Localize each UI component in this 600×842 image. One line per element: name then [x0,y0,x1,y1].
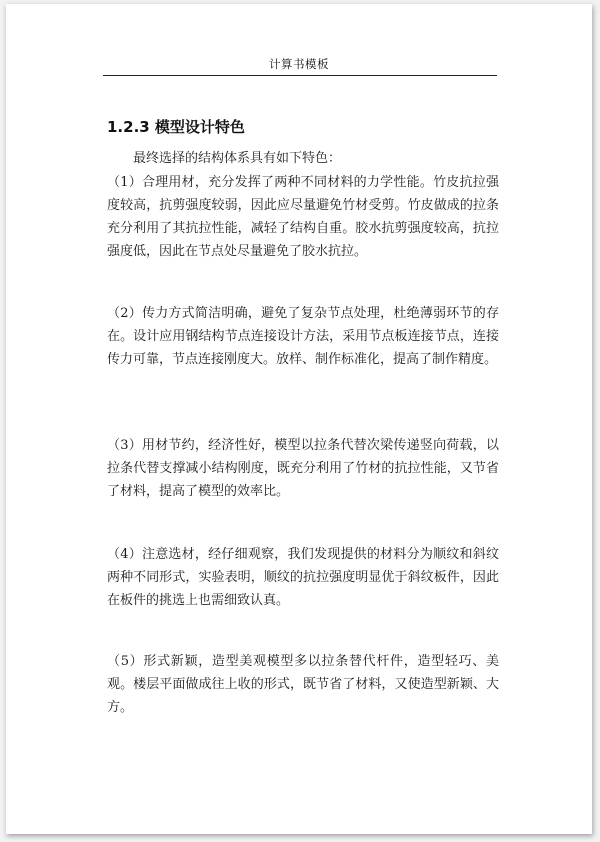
header-divider [103,75,497,76]
feature-paragraph-2: （2）传力方式简洁明确，避免了复杂节点处理，杜绝薄弱环节的存在。设计应用钢结构节点连接设计方法，采用节点板连接节点，连接传力可靠，节点连接刚度大。放样、制作标准化，提高了制作精度。 [107,306,499,367]
feature-paragraph-4: （4）注意选材，经仔细观察，我们发现提供的材料分为顺纹和斜纹两种不同形式，实验表明，顺纹的抗拉强度明显优于斜纹板件，因此在板件的挑选上也需细致认真。 [107,547,499,608]
page-header-title: 计算书模板 [269,57,329,71]
intro-paragraph: 最终选择的结构体系具有如下特色： [133,151,342,166]
section-heading: 1.2.3 模型设计特色 [107,118,245,136]
feature-paragraph-3: （3）用材节约，经济性好，模型以拉条代替次梁传递竖向荷载，以拉条代替支撑减小结构刚度，既充分利用了竹材的抗拉性能，又节省了材料，提高了模型的效率比。 [107,438,499,499]
document-page [6,4,592,834]
feature-paragraph-5: （5）形式新颖，造型美观模型多以拉条替代杆件，造型轻巧、美观。楼层平面做成往上收的形式，既节省了材料，又使造型新颖、大方。 [107,654,499,715]
feature-paragraph-1: （1）合理用材，充分发挥了两种不同材料的力学性能。竹皮抗拉强度较高，抗剪强度较弱，因此应尽量避免竹材受剪。竹皮做成的拉条充分利用了其抗拉性能，减轻了结构自重。胶水抗剪强度较高，抗拉强度低，因此在节点处尽量避免了胶水抗拉。 [107,175,499,259]
